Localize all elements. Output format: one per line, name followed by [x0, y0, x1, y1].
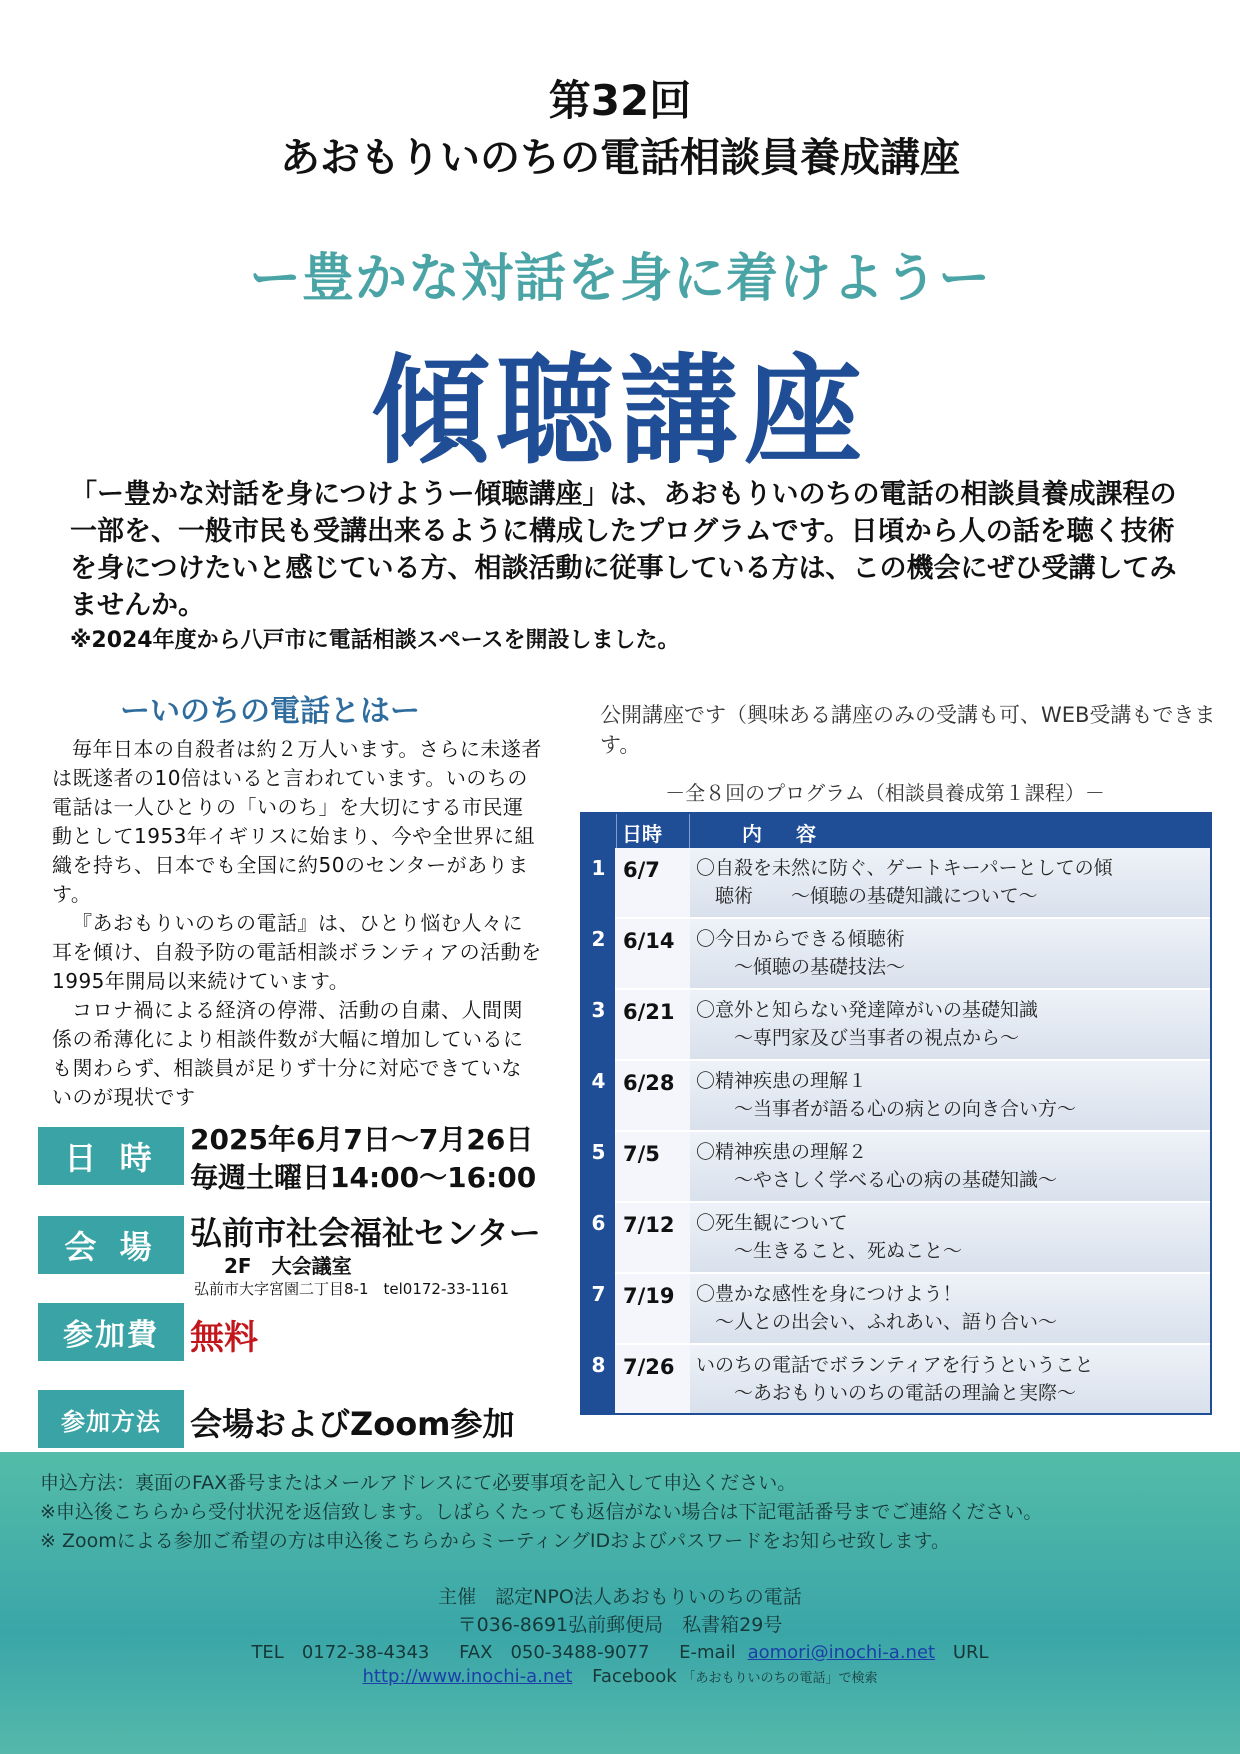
fee-value: 無料	[190, 1318, 258, 1358]
session-date: 7/12	[615, 1203, 690, 1274]
web-line	[0, 1666, 1240, 1687]
program-table-header	[582, 814, 1210, 848]
session-title: 〇今日からできる傾聴術	[696, 928, 905, 950]
zoom-note: ※ Zoomによる参加ご希望の方は申込後こちらからミーティングIDおよびパスワードをお知らせ致します。	[40, 1530, 950, 1552]
header-divider	[689, 814, 690, 848]
contact-line	[0, 1638, 1240, 1664]
venue-name: 弘前市社会福祉センター	[190, 1214, 541, 1252]
email-label: E-mail	[679, 1642, 736, 1663]
program-row	[582, 919, 1210, 990]
session-date: 7/26	[615, 1345, 690, 1413]
public-course-note: 公開講座です（興味ある講座のみの受講も可、WEB受講もできます。	[600, 703, 1216, 757]
apply-note: ※申込後こちらから受付状況を返信致します。しばらくたっても返信がない場合は下記電話番号までご連絡ください。	[40, 1501, 1043, 1523]
intro-section	[70, 476, 1180, 658]
about-paragraph: 『あおもりいのちの電話』は、ひとり悩む人々に耳を傾け、自殺予防の電話相談ボランティアの活動を1995年開局以来続けています。	[52, 911, 542, 993]
program-row	[582, 1132, 1210, 1203]
session-number: 5	[582, 1132, 615, 1203]
session-description: 聴術 ～傾聴の基礎知識について～	[715, 885, 1038, 907]
program-row	[582, 1061, 1210, 1132]
session-content	[690, 919, 1210, 990]
session-title: 〇死生観について	[696, 1212, 848, 1234]
session-title: いのちの電話でボランティアを行うということ	[696, 1354, 1094, 1376]
program-row	[582, 1274, 1210, 1345]
session-title: 〇精神疾患の理解１	[696, 1070, 868, 1092]
session-content	[690, 848, 1210, 919]
apply-method: 申込方法：裏面のFAX番号またはメールアドレスにて必要事項を記入して申込ください。	[40, 1472, 797, 1494]
session-date: 6/28	[615, 1061, 690, 1132]
subtitle: ー豊かな対話を身に着けようー	[248, 249, 991, 309]
session-description: ～あおもりいのちの電話の理論と実際～	[734, 1382, 1077, 1404]
session-date: 7/5	[615, 1132, 690, 1203]
session-number: 2	[582, 919, 615, 990]
session-content	[690, 990, 1210, 1061]
session-description: ～当事者が語る心の病との向き合い方～	[734, 1098, 1077, 1120]
session-date: 6/7	[615, 848, 690, 919]
url-label: URL	[952, 1642, 989, 1663]
edition-heading: 第32回	[548, 76, 692, 125]
organizer: 主催 認定NPO法人あおもりいのちの電話	[438, 1586, 802, 1608]
email-link[interactable]: aomori@inochi-a.net	[747, 1642, 936, 1663]
main-title: 傾聴講座	[371, 342, 868, 480]
about-body	[52, 735, 542, 1112]
session-title: 〇精神疾患の理解２	[696, 1141, 868, 1163]
about-heading: ーいのちの電話とはー	[120, 694, 420, 729]
session-description: ～専門家及び当事者の視点から～	[734, 1027, 1020, 1049]
session-description: ～人との出会い、ふれあい、語り合い～	[715, 1311, 1058, 1333]
website-link[interactable]: http://www.inochi-a.net	[362, 1666, 573, 1687]
venue-address: 弘前市大字宮園二丁目8-1 tel0172-33-1161	[194, 1280, 510, 1298]
program-caption: －全８回のプログラム（相談員養成第１課程）－	[665, 781, 1105, 805]
header-content: 内容	[742, 822, 850, 846]
program-row	[582, 990, 1210, 1061]
session-description: ～生きること、死ぬこと～	[734, 1240, 963, 1262]
footer-section	[0, 1452, 1240, 1754]
fax-number: FAX 050-3488-9077	[459, 1642, 650, 1663]
datetime-label: 日 時	[38, 1127, 184, 1185]
intro-paragraph: 「ー豊かな対話を身につけようー傾聴講座」は、あおもりいのちの電話の相談員養成課程の一部を、一般市民も受講出来るように構成したプログラムです。日頃から人の話を聴く技術を身につけたいと感じている方、相談活動に従事している方は、この機会にぜひ受講してみませんか。	[70, 479, 1177, 621]
session-number: 6	[582, 1203, 615, 1274]
method-label: 参加方法	[38, 1390, 184, 1448]
intro-note: ※2024年度から八戸市に電話相談スペースを開設しました。	[70, 628, 680, 653]
session-number: 7	[582, 1274, 615, 1345]
venue-label: 会 場	[38, 1216, 184, 1274]
program-table	[580, 812, 1212, 1415]
tel-number: TEL 0172-38-4343	[251, 1642, 430, 1663]
program-row	[582, 1203, 1210, 1274]
about-paragraph: 毎年日本の自殺者は約２万人います。さらに未遂者は既遂者の10倍はいると言われています。いのちの電話は一人ひとりの「いのち」を大切にする市民運動として1953年イギリスに始まり、今や全世界に組織を持ち、日本でも全国に約50のセンターがあります。	[52, 737, 542, 906]
session-content	[690, 1061, 1210, 1132]
session-title: 〇豊かな感性を身につけよう！	[696, 1283, 962, 1305]
program-row	[582, 848, 1210, 919]
session-number: 8	[582, 1345, 615, 1413]
date-range: 2025年6月7日～7月26日	[190, 1123, 534, 1156]
venue-room: 2F 大会議室	[224, 1254, 352, 1278]
session-description: ～やさしく学べる心の病の基礎知識～	[734, 1169, 1058, 1191]
session-title: 〇意外と知らない発達障がいの基礎知識	[696, 999, 1039, 1021]
session-content	[690, 1345, 1210, 1413]
facebook-search-note: 「あおもりいのちの電話」で検索	[682, 1671, 878, 1686]
session-title: 〇自殺を未然に防ぐ、ゲートキーパーとしての傾	[696, 857, 1113, 879]
session-content	[690, 1274, 1210, 1345]
session-number: 3	[582, 990, 615, 1061]
weekly-schedule: 毎週土曜日14:00～16:00	[190, 1161, 537, 1194]
session-date: 6/14	[615, 919, 690, 990]
course-title: あおもりいのちの電話相談員養成講座	[280, 135, 960, 181]
fee-label: 参加費	[38, 1303, 184, 1361]
session-description: ～傾聴の基礎技法～	[734, 956, 906, 978]
facebook-label: Facebook	[592, 1666, 677, 1687]
method-value: 会場およびZoom参加	[190, 1405, 515, 1443]
about-paragraph: コロナ禍による経済の停滞、活動の自粛、人間関係の希薄化により相談件数が大幅に増加しているにも関わらず、相談員が足りず十分に対応できていないのが現状です	[52, 998, 524, 1109]
session-content	[690, 1203, 1210, 1274]
session-date: 6/21	[615, 990, 690, 1061]
session-date: 7/19	[615, 1274, 690, 1345]
session-content	[690, 1132, 1210, 1203]
session-number: 1	[582, 848, 615, 919]
program-row	[582, 1345, 1210, 1413]
postal-address: 〒036-8691弘前郵便局 私書箱29号	[457, 1614, 783, 1636]
session-number: 4	[582, 1061, 615, 1132]
header-date: 日時	[622, 822, 662, 846]
header-divider	[616, 814, 617, 848]
